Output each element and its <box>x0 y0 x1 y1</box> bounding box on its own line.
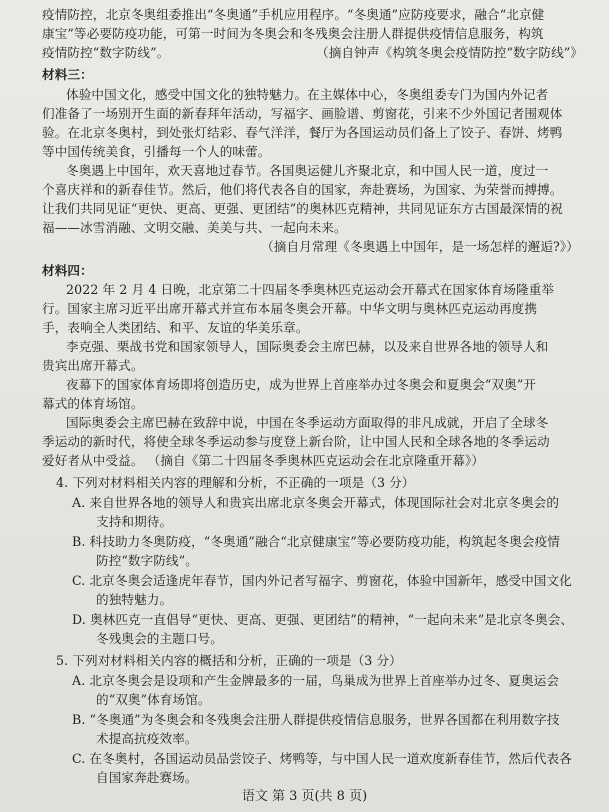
text-line: 们准备了一场别开生面的新春拜年活动，写福字、画脸谱、剪窗花，引来不少外国记者围观体 <box>42 106 563 121</box>
text-line: 贵宾出席开幕式。 <box>42 358 144 373</box>
option-4d: D. 奥林匹克一直倡导“更快、更高、更强、更团结”的精神，“一起向未来”是北京冬奥会、 <box>72 612 574 627</box>
section-heading: 材料四： <box>42 263 93 278</box>
option-5b-cont: 术提高抗疫效率。 <box>96 731 198 746</box>
text-line: 个喜庆祥和的新春佳节。然后，他们将代表各自的国家，奔赴赛场，为国家、为荣誉而搏搏。 <box>42 182 563 197</box>
option-4b: B. 科技助力冬奥防疫，“冬奥通”融合“北京健康宝”等必要防疫功能，构筑起冬奥会疫情 <box>72 534 560 549</box>
text-line: 体验中国文化，感受中国文化的独特魅力。在主媒体中心，冬奥组委专门为国内外记者 <box>66 87 549 102</box>
option-4a-cont: 支持和期待。 <box>96 514 173 529</box>
text-line: 疫情防控，北京冬奥组委推出“冬奥通”手机应用程序。“冬奥通”应防疫要求，融合“北京健 <box>42 7 545 22</box>
text-line: 等中国传统美食，引播每一个人的味蕾。 <box>42 144 271 159</box>
source-citation: （摘自钟声《构筑冬奥会疫情防控“数字防线”》 <box>316 45 583 60</box>
option-4a: A. 来自世界各地的领导人和贵宾出席北京冬奥会开幕式，体现国际社会对北京冬奥会的 <box>72 495 560 510</box>
source-citation: （摘自月常理《冬奥遇上中国年，是一场怎样的邂逅?》） <box>261 239 579 254</box>
text-line: 幕式的体育场馆。 <box>42 396 144 411</box>
option-4b-cont: 防控“数字防线”。 <box>96 553 198 568</box>
text-line: 让我们共同见证“更快、更高、更强、更团结”的奥林匹克精神，共同见证东方古国最深情的祝 <box>42 201 563 216</box>
option-5c-cont: 自国家奔赴赛场。 <box>96 770 198 785</box>
text-line: 2022 年 2 月 4 日晚，北京第二十四届冬季奥林匹克运动会开幕式在国家体育场隆重举 <box>66 282 555 297</box>
text-line: 手，表响全人类团结、和平、友谊的华美乐章。 <box>42 320 309 335</box>
text-line: 福——冰雪消融、文明交融、美美与共、一起向未来。 <box>42 220 347 235</box>
page-footer: 语文 第 3 页(共 8 页) <box>241 789 368 804</box>
option-5b: B. “冬奥通”为冬奥会和冬残奥会注册人群提供疫情信息服务，世界各国都在利用数字技 <box>72 712 560 727</box>
option-5a: A. 北京冬奥会是设项和产生金牌最多的一届，鸟巢成为世界上首座举办过冬、夏奥运会 <box>72 673 560 688</box>
text-line: 季运动的新时代，将使全球冬季运动参与度登上新台阶，让中国人民和全球各地的冬季运动 <box>42 434 550 449</box>
option-4d-cont: 冬残奥会的主题口号。 <box>96 631 223 646</box>
text-line: 冬奥遇上中国年，欢天喜地过春节。各国奥运健儿齐聚北京，和中国人民一道，度过一 <box>66 163 549 178</box>
option-5c: C. 在冬奥村，各国运动员品尝饺子、烤鸭等，与中国人民一道欢度新春佳节，然后代表各 <box>72 751 572 766</box>
text-line: 国际奥委会主席巴赫在致辞中说，中国在冬季运动方面取得的非凡成就，开启了全球冬 <box>66 415 549 430</box>
option-4c: C. 北京冬奥会适逢虎年春节，国内外记者写福字、剪窗花，体验中国新年，感受中国文化 <box>72 573 572 588</box>
option-5a-cont: 的“双奥”体育场馆。 <box>96 692 211 707</box>
text-line: 验。在北京冬奥村，到处张灯结彩、春气洋洋，餐厅为各国运动员们备上了饺子、春饼、烤鸭 <box>42 125 563 140</box>
text-line: 康宝”等必要防疫功能，可第一时间为冬奥会和冬残奥会注册人群提供疫情信息服务，构筑 <box>42 26 544 41</box>
text-line: 疫情防控“数字防线”。 <box>42 45 170 60</box>
section-heading: 材料三： <box>42 67 93 82</box>
option-4c-cont: 的独特魅力。 <box>96 592 173 607</box>
question-4: 4. 下列对材料相关内容的理解和分析，不正确的一项是（3 分） <box>56 475 415 490</box>
text-line: 李克强、栗战书党和国家领导人，国际奥委会主席巴赫，以及来自世界各地的领导人和 <box>66 339 549 354</box>
text-line: 行。国家主席习近平出席开幕式并宣布本届冬奥会开幕。中华文明与奥林匹克运动再度携 <box>42 301 538 316</box>
question-5: 5. 下列对材料相关内容的概括和分析，正确的一项是（3 分） <box>56 653 402 668</box>
text-line: 爱好者从中受益。 （摘自《第二十四届冬季奥林匹克运动会在北京隆重开幕》） <box>42 453 485 468</box>
text-line: 夜幕下的国家体育场即将创造历史，成为世界上首座举办过冬奥会和夏奥会“双奥”开 <box>66 377 537 392</box>
